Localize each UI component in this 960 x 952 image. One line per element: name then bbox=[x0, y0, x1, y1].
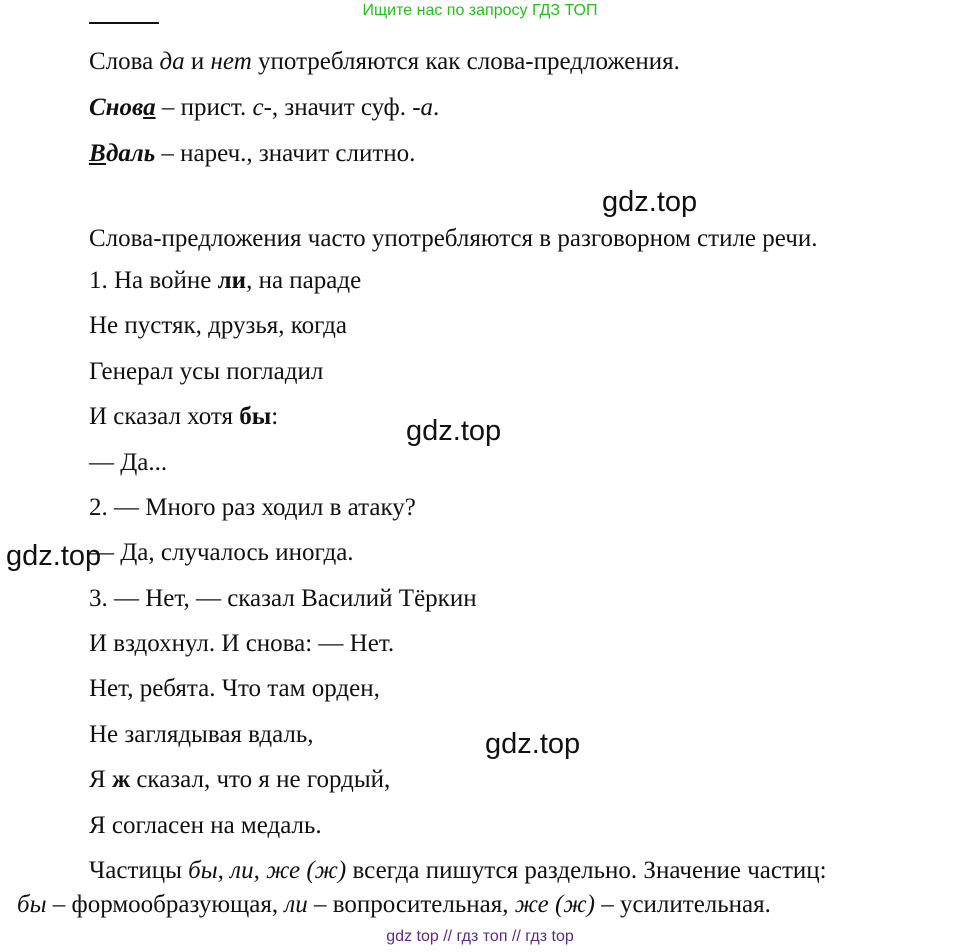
text-span: – нареч., значит слитно. bbox=[155, 140, 416, 167]
text-span: всегда пишутся раздельно. Значение частиц: bbox=[346, 857, 827, 884]
text-span: – прист. bbox=[155, 94, 253, 121]
watermark: gdz.top bbox=[602, 186, 698, 218]
text-span: Частицы bbox=[89, 857, 189, 884]
text-line-6: Не пустяк, друзья, когда bbox=[89, 312, 347, 339]
text-line-11: — Да, случалось иногда. bbox=[89, 539, 354, 566]
italic-particle: ли bbox=[284, 891, 308, 918]
text-span: И сказал хотя bbox=[89, 403, 240, 430]
text-line-1 bbox=[89, 47, 680, 77]
text-span: – вопросительная, bbox=[307, 891, 515, 918]
bold-word: даль bbox=[105, 140, 156, 167]
text-span: – усилительная. bbox=[594, 891, 771, 918]
text-span: сказал, что я не гордый, bbox=[130, 766, 391, 793]
text-line-13: И вздохнул. И снова: — Нет. bbox=[89, 630, 395, 657]
text-line-5 bbox=[89, 266, 361, 296]
italic-particles: бы, ли, же (ж) bbox=[188, 857, 347, 884]
text-span: Я bbox=[89, 766, 112, 793]
search-hint-banner: Ищите нас по запросу ГДЗ ТОП bbox=[362, 2, 598, 19]
text-line-17: Я согласен на медаль. bbox=[89, 812, 322, 839]
italic-particle: же (ж) bbox=[514, 891, 595, 918]
text-line-7: Генерал усы погладил bbox=[89, 358, 324, 385]
watermark: gdz.top bbox=[406, 415, 502, 447]
text-line-8 bbox=[89, 402, 278, 432]
text-span: и bbox=[184, 48, 211, 75]
watermark: gdz.top bbox=[485, 728, 581, 760]
text-line-16 bbox=[89, 765, 390, 795]
text-line-12: 3. — Нет, — сказал Василий Тёркин bbox=[89, 585, 477, 612]
text-span: – формообразующая, bbox=[46, 891, 285, 918]
text-span: , на параде bbox=[246, 267, 362, 294]
footer-watermark: gdz top // гдз топ // гдз top bbox=[386, 928, 574, 945]
top-dash-line bbox=[89, 22, 159, 24]
text-line-9: — Да... bbox=[89, 449, 168, 476]
text-span: 1. На войне bbox=[89, 267, 218, 294]
text-line-19 bbox=[17, 890, 771, 920]
text-line-4: Слова-предложения часто употребляются в разговорном стиле речи. bbox=[89, 225, 818, 252]
text-line-3 bbox=[89, 139, 415, 169]
text-span: : bbox=[271, 403, 279, 430]
bold-particle: ж bbox=[111, 766, 131, 793]
watermark: gdz.top bbox=[6, 540, 102, 572]
italic-word: нет bbox=[210, 48, 252, 75]
bold-particle: ли bbox=[217, 267, 247, 294]
text-span: , значит суф. bbox=[271, 94, 413, 121]
text-span: . bbox=[433, 94, 440, 121]
text-span: употребляются как слова-предложения. bbox=[251, 48, 680, 75]
text-line-10: 2. — Много раз ходил в атаку? bbox=[89, 494, 416, 521]
text-line-2 bbox=[89, 93, 439, 123]
bold-particle: бы bbox=[239, 403, 272, 430]
underlined-letter: В bbox=[89, 140, 106, 167]
italic-particle: бы bbox=[17, 891, 47, 918]
text-span: Слова bbox=[89, 48, 160, 75]
italic-morpheme: с- bbox=[252, 94, 272, 121]
text-line-14: Нет, ребята. Что там орден, bbox=[89, 675, 380, 702]
underlined-letter: а bbox=[143, 94, 156, 121]
text-line-18 bbox=[89, 856, 827, 886]
italic-word: да bbox=[159, 48, 185, 75]
italic-morpheme: -а bbox=[412, 94, 434, 121]
text-line-15: Не заглядывая вдаль, bbox=[89, 721, 314, 748]
bold-word: Снов bbox=[89, 94, 144, 121]
